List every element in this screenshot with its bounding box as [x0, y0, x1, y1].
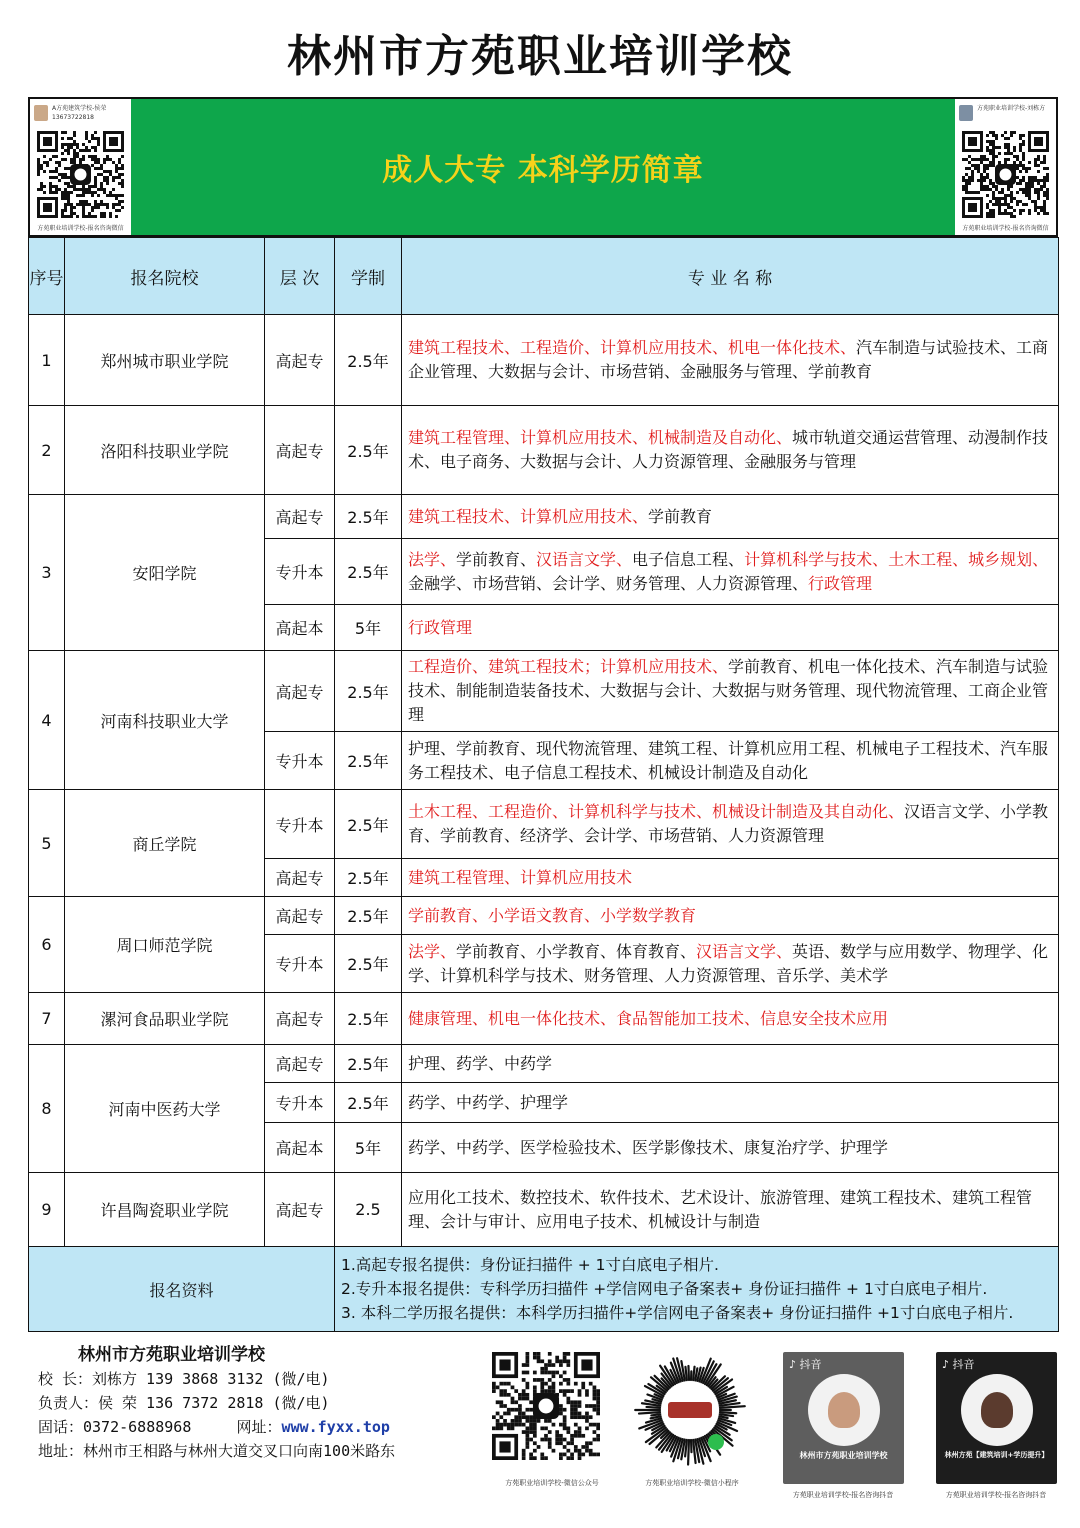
majors-text: 药学、中药学、医学检验技术、医学影像技术、康复治疗学、护理学 — [408, 1137, 889, 1157]
row-duration: 2.5年 — [335, 651, 402, 732]
avatar — [34, 105, 48, 121]
majors-text: 学前教育、 — [456, 549, 537, 569]
header-level: 层 次 — [265, 238, 335, 315]
row-duration: 2.5年 — [335, 935, 402, 993]
row-level: 专升本 — [265, 539, 335, 605]
row-duration: 2.5年 — [335, 897, 402, 935]
contact-principal: 校 长：刘栋方 139 3868 3132 (微/电) — [38, 1370, 330, 1388]
avatar — [959, 105, 973, 121]
row-level: 高起本 — [265, 605, 335, 651]
header-seq: 序号 — [29, 238, 65, 315]
majors-text: 城市轨道交通运营管理、动漫制作技术、电子商务、大数据与会计、人力资源管理、金融服务与管理 — [408, 428, 1049, 471]
row-level: 高起专 — [265, 315, 335, 406]
majors-text: 学前教育 — [648, 506, 713, 526]
qr-caption: 方苑职业培训学校-微信公众号 — [505, 1479, 599, 1487]
row-seq: 5 — [29, 790, 65, 897]
row-seq: 2 — [29, 406, 65, 495]
header-duration: 学制 — [335, 238, 402, 315]
avatar — [828, 1392, 860, 1428]
row-level: 专升本 — [265, 732, 335, 790]
row-seq: 3 — [29, 495, 65, 651]
page-title: 林州市方苑职业培训学校 — [287, 31, 793, 82]
row-majors — [402, 1173, 1059, 1247]
row-majors — [402, 539, 1059, 605]
requirement-line: 3. 本科二学历报名提供：本科学历扫描件+学信网电子备案表+ 身份证扫描件 +1寸白底电子相片. — [341, 1304, 1014, 1322]
row-majors — [402, 315, 1059, 406]
row-duration: 2.5年 — [335, 859, 402, 897]
douyin-logo-icon: ♪ 抖音 — [789, 1358, 822, 1371]
row-school: 郑州城市职业学院 — [65, 315, 265, 406]
qr-contact-id: 13673722818 — [52, 114, 94, 121]
contact-school: 林州市方苑职业培训学校 — [78, 1345, 265, 1365]
wechat-qr-card-right[interactable] — [955, 99, 1056, 235]
contact-block — [38, 1343, 478, 1463]
contact-address: 地址：林州市王相路与林州大道交叉口向南100米路东 — [38, 1442, 396, 1460]
row-school: 安阳学院 — [65, 495, 265, 651]
row-majors — [402, 790, 1059, 859]
douyin-account-name: 林州市方苑职业培训学校 — [799, 1451, 888, 1460]
row-level: 高起专 — [265, 859, 335, 897]
row-duration: 2.5年 — [335, 732, 402, 790]
table-row — [29, 406, 1059, 495]
highlighted-majors: 土木工程、工程造价、计算机科学与技术、机械设计制造及其自动化、 — [408, 802, 905, 821]
row-duration: 2.5年 — [335, 790, 402, 859]
majors-text: 汽车制造与试验技术、工商企业管理、大数据与会计、市场营销、金融服务与管理、学前教育 — [408, 338, 1049, 381]
row-majors — [402, 495, 1059, 539]
requirements-label: 报名资料 — [29, 1247, 335, 1332]
row-majors — [402, 935, 1059, 993]
highlighted-majors: 计算机科学与技术、土木工程、城乡规划、 — [744, 549, 1049, 569]
requirements-text — [335, 1247, 1059, 1332]
banner-title: 成人大专 本科学历简章 — [382, 153, 704, 188]
row-duration: 2.5年 — [335, 1045, 402, 1083]
row-duration: 2.5年 — [335, 406, 402, 495]
row-level: 专升本 — [265, 790, 335, 859]
contact-phone-web — [38, 1415, 478, 1439]
row-majors — [402, 605, 1059, 651]
majors-text: 学前教育、小学教育、体育教育、 — [456, 941, 697, 961]
qr-caption: 方苑职业培训学校-报名咨询微信 — [37, 225, 124, 232]
row-level: 高起专 — [265, 993, 335, 1045]
row-duration: 2.5年 — [335, 315, 402, 406]
web-label: 网址： — [236, 1418, 282, 1436]
majors-text: 应用化工技术、数控技术、软件技术、艺术设计、旅游管理、建筑工程技术、建筑工程管理、会计与审计、应用电子技术、机械设计与制造 — [408, 1187, 1033, 1231]
majors-text: 英语、数学与应用数学、物理学、化学、计算机科学与技术、财务管理、人力资源管理、音乐学、美术学 — [408, 941, 1049, 985]
highlighted-majors: 汉语言文学、 — [696, 941, 793, 961]
row-duration: 2.5 — [335, 1173, 402, 1247]
table-header — [29, 238, 1059, 315]
highlighted-majors: 建筑工程技术、计算机应用技术、 — [408, 506, 649, 526]
highlighted-majors: 行政管理 — [808, 573, 873, 593]
douyin-logo-icon: ♪ 抖音 — [942, 1358, 975, 1371]
row-majors — [402, 859, 1059, 897]
row-majors — [402, 897, 1059, 935]
wechat-official-qr[interactable] — [492, 1352, 600, 1487]
majors-text: 护理、学前教育、现代物流管理、建筑工程、计算机应用工程、机械电子工程技术、汽车服务工程技术、电子信息工程技术、机械设计制造及自动化 — [408, 738, 1049, 782]
row-seq: 7 — [29, 993, 65, 1045]
qr-contact-name: 方苑职业培训学校-刘栋方 — [977, 105, 1046, 112]
highlighted-majors: 汉语言文学、 — [536, 549, 633, 569]
majors-text: 电子信息工程、 — [632, 549, 745, 569]
row-school: 周口师范学院 — [65, 897, 265, 993]
requirement-line: 1.高起专报名提供：身份证扫描件 + 1寸白底电子相片. — [341, 1256, 719, 1274]
qr-contact-name: A方苑建筑学校-侯荣 — [52, 105, 107, 112]
program-table — [28, 237, 1059, 1332]
majors-text: 护理、药学、中药学 — [408, 1053, 553, 1073]
avatar — [981, 1392, 1013, 1428]
table-row — [29, 1045, 1059, 1083]
highlighted-majors: 学前教育、小学语文教育、小学数学教育 — [408, 905, 697, 925]
highlighted-majors: 工程造价、建筑工程技术；计算机应用技术、 — [408, 657, 729, 676]
highlighted-majors: 健康管理、机电一体化技术、食品智能加工技术、信息安全技术应用 — [408, 1008, 889, 1028]
header-school: 报名院校 — [65, 238, 265, 315]
row-school: 河南科技职业大学 — [65, 651, 265, 790]
table-row — [29, 495, 1059, 539]
highlighted-majors: 建筑工程管理、计算机应用技术 — [408, 867, 633, 887]
row-duration: 5年 — [335, 605, 402, 651]
row-majors — [402, 993, 1059, 1045]
row-level: 高起专 — [265, 897, 335, 935]
row-majors — [402, 406, 1059, 495]
row-duration: 2.5年 — [335, 495, 402, 539]
table-row — [29, 993, 1059, 1045]
row-school: 洛阳科技职业学院 — [65, 406, 265, 495]
row-level: 专升本 — [265, 1083, 335, 1123]
majors-text: 药学、中药学、护理学 — [408, 1092, 569, 1112]
row-level: 专升本 — [265, 935, 335, 993]
qr-caption: 方苑职业培训学校-报名咨询抖音 — [945, 1491, 1047, 1499]
mini-program-qr[interactable] — [632, 1352, 748, 1487]
row-level: 高起专 — [265, 1173, 335, 1247]
majors-text: 汉语言文学、小学教育、学前教育、经济学、会计学、市场营销、人力资源管理 — [408, 802, 1049, 845]
douyin-account-name: 林州方苑【建筑培训+学历提升】 — [944, 1451, 1049, 1459]
highlighted-majors: 建筑工程技术、工程造价、计算机应用技术、机电一体化技术、 — [408, 338, 857, 357]
mini-program-code-icon — [632, 1352, 748, 1468]
website-link[interactable]: www.fyxx.top — [281, 1418, 390, 1436]
qr-code-icon — [962, 131, 1049, 218]
row-level: 高起专 — [265, 1045, 335, 1083]
row-level: 高起专 — [265, 495, 335, 539]
row-majors — [402, 1083, 1059, 1123]
row-duration: 2.5年 — [335, 993, 402, 1045]
table-row — [29, 897, 1059, 935]
highlighted-majors: 法学、 — [408, 549, 457, 569]
row-level: 高起本 — [265, 1123, 335, 1173]
row-majors — [402, 1123, 1059, 1173]
majors-text: 金融学、市场营销、会计学、财务管理、人力资源管理、 — [408, 573, 809, 593]
majors-text: 学前教育、机电一体化技术、汽车制造与试验技术、制能制造装备技术、大数据与会计、大数据与财务管理、现代物流管理、工商企业管理 — [408, 657, 1049, 724]
row-school: 漯河食品职业学院 — [65, 993, 265, 1045]
row-seq: 8 — [29, 1045, 65, 1173]
contact-phone: 固话：0372-6888968 — [38, 1418, 192, 1436]
requirements-row — [29, 1247, 1059, 1332]
row-school: 许昌陶瓷职业学院 — [65, 1173, 265, 1247]
qr-caption: 方苑职业培训学校-报名咨询微信 — [962, 225, 1049, 232]
requirement-line: 2.专升本报名提供：专科学历扫描件 +学信网电子备案表+ 身份证扫描件 + 1寸白底电子相片. — [341, 1280, 988, 1298]
table-row — [29, 315, 1059, 406]
row-level: 高起专 — [265, 651, 335, 732]
row-seq: 4 — [29, 651, 65, 790]
row-seq: 9 — [29, 1173, 65, 1247]
table-row — [29, 1173, 1059, 1247]
row-school: 河南中医药大学 — [65, 1045, 265, 1173]
header-majors: 专 业 名 称 — [402, 238, 1059, 315]
row-seq: 6 — [29, 897, 65, 993]
row-duration: 2.5年 — [335, 539, 402, 605]
qr-code-icon — [492, 1352, 600, 1460]
highlighted-majors: 法学、 — [408, 941, 457, 961]
row-school: 商丘学院 — [65, 790, 265, 897]
row-duration: 5年 — [335, 1123, 402, 1173]
banner — [28, 97, 1058, 237]
row-level: 高起专 — [265, 406, 335, 495]
qr-caption: 方苑职业培训学校-报名咨询抖音 — [792, 1491, 894, 1499]
row-majors — [402, 732, 1059, 790]
row-seq: 1 — [29, 315, 65, 406]
highlighted-majors: 行政管理 — [408, 617, 473, 637]
qr-caption: 方苑职业培训学校-微信小程序 — [645, 1479, 739, 1487]
highlighted-majors: 建筑工程管理、计算机应用技术、机械制造及自动化、 — [408, 428, 793, 447]
contact-manager: 负责人：侯 荣 136 7372 2818 (微/电) — [38, 1394, 330, 1412]
table-row — [29, 790, 1059, 859]
row-majors — [402, 1045, 1059, 1083]
row-majors — [402, 651, 1059, 732]
row-duration: 2.5年 — [335, 1083, 402, 1123]
table-row — [29, 651, 1059, 732]
